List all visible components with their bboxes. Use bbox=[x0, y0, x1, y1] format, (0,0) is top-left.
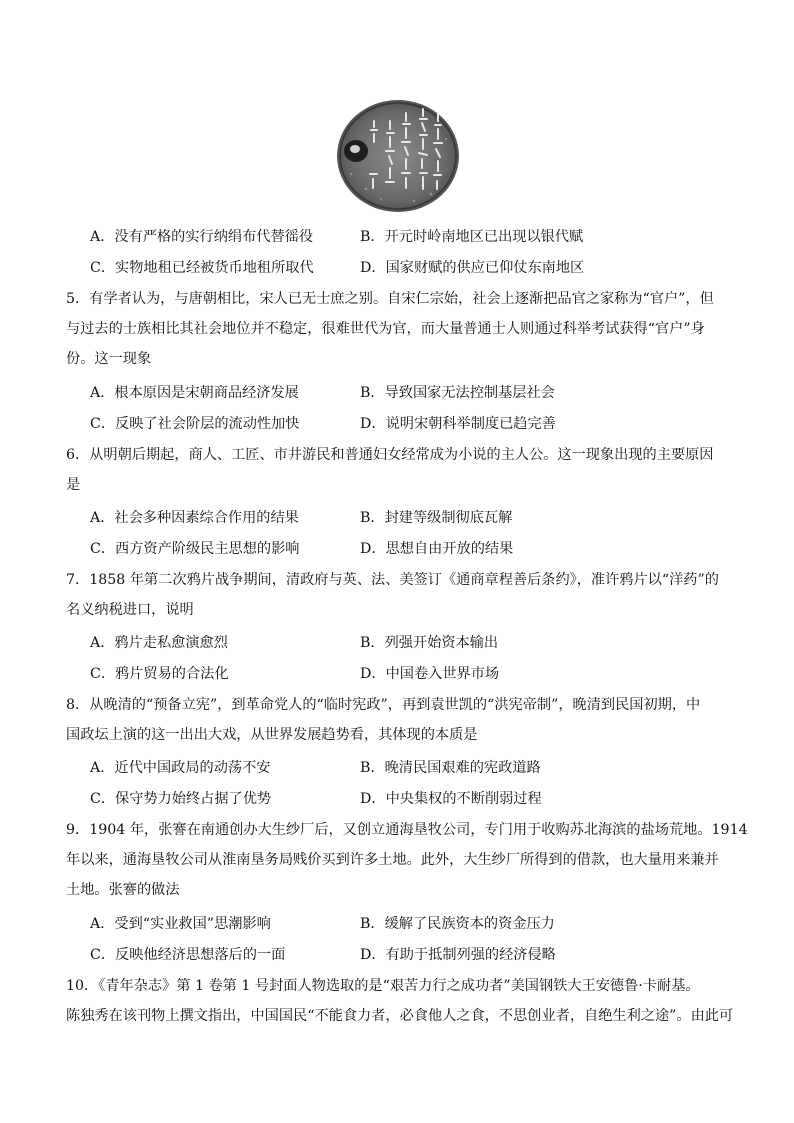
option-d: D．国家财赋的供应已仰仗东南地区 bbox=[360, 260, 585, 276]
stem-line: 与过去的士族相比其社会地位并不稳定，很难世代为官，而大量普通士人则通过科举考试获得“官户”身 bbox=[66, 321, 705, 337]
q4-options-row-2 bbox=[90, 253, 730, 283]
stem-line: 6．从明朝后期起，商人、工匠、市井游民和普通妇女经常成为小说的主人公。这一现象出现的主要原因 bbox=[66, 447, 714, 463]
option-b: B．列强开始资本输出 bbox=[360, 635, 499, 651]
q8-options-row-1 bbox=[90, 753, 730, 783]
stem-line: 9．1904 年，张謇在南通创办大生纱厂后，又创立通海垦牧公司，专门用于收购苏北海滨的盐场荒地。1914 bbox=[66, 822, 748, 838]
option-c: C．鸦片贸易的合法化 bbox=[90, 666, 229, 682]
option-d: D．有助于抵制列强的经济侵略 bbox=[360, 947, 556, 963]
q8-options-row-2 bbox=[90, 784, 730, 814]
question-8-stem bbox=[66, 690, 728, 750]
option-a: A．社会多种因素综合作用的结果 bbox=[90, 510, 299, 526]
option-d: D．说明宋朝科举制度已趋完善 bbox=[360, 416, 556, 432]
stem-line: 8．从晚清的“预备立宪”，到革命党人的“临时宪政”，再到袁世凯的“洪宪帝制”，晚清到民国初期，中 bbox=[66, 697, 701, 713]
stem-line: 国政坛上演的这一出出大戏，从世界发展趋势看，其体现的本质是 bbox=[66, 727, 478, 743]
question-6-stem bbox=[66, 440, 728, 500]
q7-options-row-1 bbox=[90, 628, 730, 658]
q5-options-row-1 bbox=[90, 378, 730, 408]
option-c: C．实物地租已经被货币地租所取代 bbox=[90, 260, 314, 276]
silver-cake-rubbing-image bbox=[336, 99, 461, 213]
stem-line: 年以来，通海垦牧公司从淮南垦务局贱价买到许多土地。此外，大生纱厂所得到的借款，也大量用来兼并 bbox=[66, 852, 719, 868]
q6-options-row-1 bbox=[90, 503, 730, 533]
option-c: C．保守势力始终占据了优势 bbox=[90, 791, 272, 807]
stem-line: 7．1858 年第二次鸦片战争期间，清政府与英、法、美签订《通商章程善后条约》，准许鸦片以“洋药”的 bbox=[66, 572, 719, 588]
stem-line: 5．有学者认为，与唐朝相比，宋人已无士庶之别。自宋仁宗始，社会上逐渐把品官之家称为“官户”，但 bbox=[66, 291, 714, 307]
option-c: C．西方资产阶级民主思想的影响 bbox=[90, 541, 300, 557]
option-b: B．封建等级制彻底瓦解 bbox=[360, 510, 513, 526]
option-a: A．根本原因是宋朝商品经济发展 bbox=[90, 385, 299, 401]
question-7-stem bbox=[66, 565, 728, 625]
option-b: B．导致国家无法控制基层社会 bbox=[360, 385, 555, 401]
option-a: A．受到“实业救国”思潮影响 bbox=[90, 916, 271, 932]
question-5-stem bbox=[66, 284, 728, 374]
option-d: D．中国卷入世界市场 bbox=[360, 666, 500, 682]
q6-options-row-2 bbox=[90, 534, 730, 564]
option-d: D．思想自由开放的结果 bbox=[360, 541, 514, 557]
stem-line: 10．《青年杂志》第 1 卷第 1 号封面人物选取的是“艰苦力行之成功者”美国钢铁大王安德鲁·卡耐基。 bbox=[66, 978, 700, 994]
question-10-stem bbox=[66, 971, 734, 1031]
stem-line: 土地。张謇的做法 bbox=[66, 882, 180, 898]
q5-options-row-2 bbox=[90, 409, 730, 439]
question-9-stem bbox=[66, 815, 748, 905]
option-a: A．鸦片走私愈演愈烈 bbox=[90, 635, 228, 651]
option-a: A．没有严格的实行纳绢布代替徭役 bbox=[90, 229, 314, 245]
stem-line: 陈独秀在该刊物上撰文指出，中国国民“不能食力者，必食他人之食，不思创业者，自绝生利之途”。由此可 bbox=[66, 1008, 734, 1024]
stem-line: 份。这一现象 bbox=[66, 351, 152, 367]
option-b: B．开元时岭南地区已出现以银代赋 bbox=[360, 229, 584, 245]
q7-options-row-2 bbox=[90, 659, 730, 689]
q9-options-row-2 bbox=[90, 940, 730, 970]
q9-options-row-1 bbox=[90, 909, 730, 939]
option-b: B．缓解了民族资本的资金压力 bbox=[360, 916, 555, 932]
option-d: D．中央集权的不断削弱过程 bbox=[360, 791, 542, 807]
q4-options-row-1 bbox=[90, 222, 730, 252]
option-a: A．近代中国政局的动荡不安 bbox=[90, 760, 271, 776]
option-b: B．晚清民国艰难的宪政道路 bbox=[360, 760, 541, 776]
option-c: C．反映了社会阶层的流动性加快 bbox=[90, 416, 300, 432]
option-c: C．反映他经济思想落后的一面 bbox=[90, 947, 286, 963]
stem-line: 是 bbox=[66, 477, 81, 493]
stem-line: 名义纳税进口，说明 bbox=[66, 602, 194, 618]
